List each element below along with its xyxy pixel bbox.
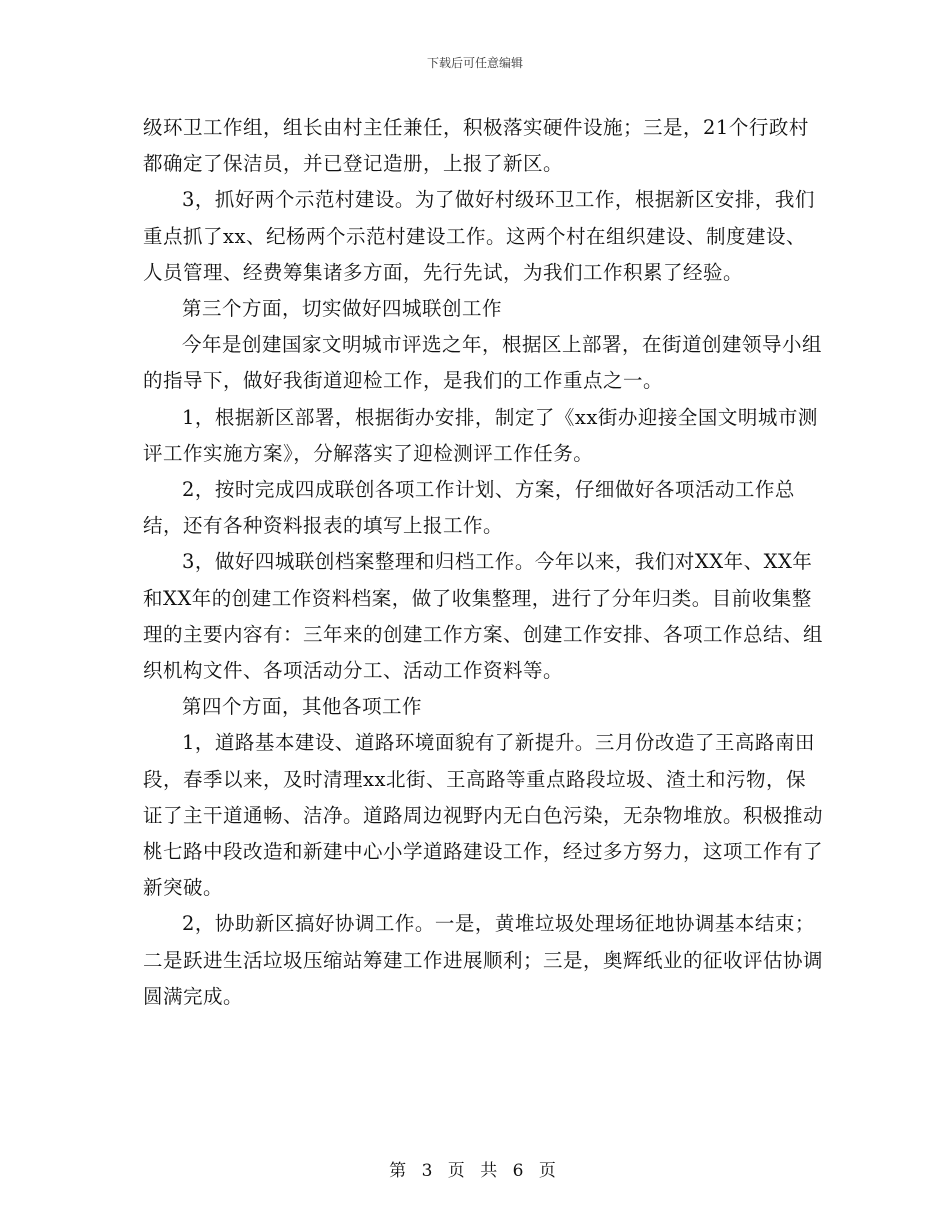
paragraph: 1，根据新区部署，根据街办安排，制定了《xx街办迎接全国文明城市测评工作实施方案》，分解落实了迎检测评工作任务。 (143, 405, 818, 465)
page-number-footer: 第 3 页 共 6 页 (389, 1161, 561, 1181)
document-body (143, 110, 823, 1015)
paragraph: 2，按时完成四成联创各项工作计划、方案，仔细做好各项活动工作总结，还有各种资料报表的填写上报工作。 (143, 478, 795, 538)
paragraph: 3，抓好两个示范村建设。为了做好村级环卫工作，根据新区安排，我们重点抓了xx、纪杨两个示范村建设工作。这两个村在组织建设、制度建设、人员管理、经费筹集诸多方面，先行先试，为我们工作积累了经验。 (143, 188, 815, 284)
paragraph: 3，做好四城联创档案整理和归档工作。今年以来，我们对XX年、XX年和XX年的创建工作资料档案，做了收集整理，进行了分年归类。目前收集整理的主要内容有：三年来的创建工作方案、创建工作安排、各项工作总结、组织机构文件、各项活动分工、活动工作资料等。 (143, 550, 824, 683)
page-header: 下载后可任意编辑 (426, 56, 523, 70)
section-heading: 第四个方面，其他各项工作 (182, 695, 423, 719)
paragraph: 1，道路基本建设、道路环境面貌有了新提升。三月份改造了王高路南田段，春季以来，及时清理xx北街、王高路等重点路段垃圾、渣土和污物，保证了主干道通畅、洁净。道路周边视野内无白色污染，无杂物堆放。积极推动桃七路中段改造和新建中心小学道路建设工作，经过多方努力，这项工作有了新突破。 (143, 731, 824, 900)
paragraph: 2，协助新区搞好协调工作。一是，黄堆垃圾处理场征地协调基本结束；二是跃进生活垃圾压缩站筹建工作进展顺利；三是，奥辉纸业的征收评估协调圆满完成。 (143, 912, 824, 1008)
paragraph: 级环卫工作组，组长由村主任兼任，积极落实硬件设施；三是，21个行政村都确定了保洁员，并已登记造册，上报了新区。 (143, 116, 809, 176)
section-heading: 第三个方面，切实做好四城联创工作 (182, 297, 503, 321)
paragraph: 今年是创建国家文明城市评选之年，根据区上部署，在街道创建领导小组的指导下，做好我街道迎检工作，是我们的工作重点之一。 (143, 333, 823, 393)
